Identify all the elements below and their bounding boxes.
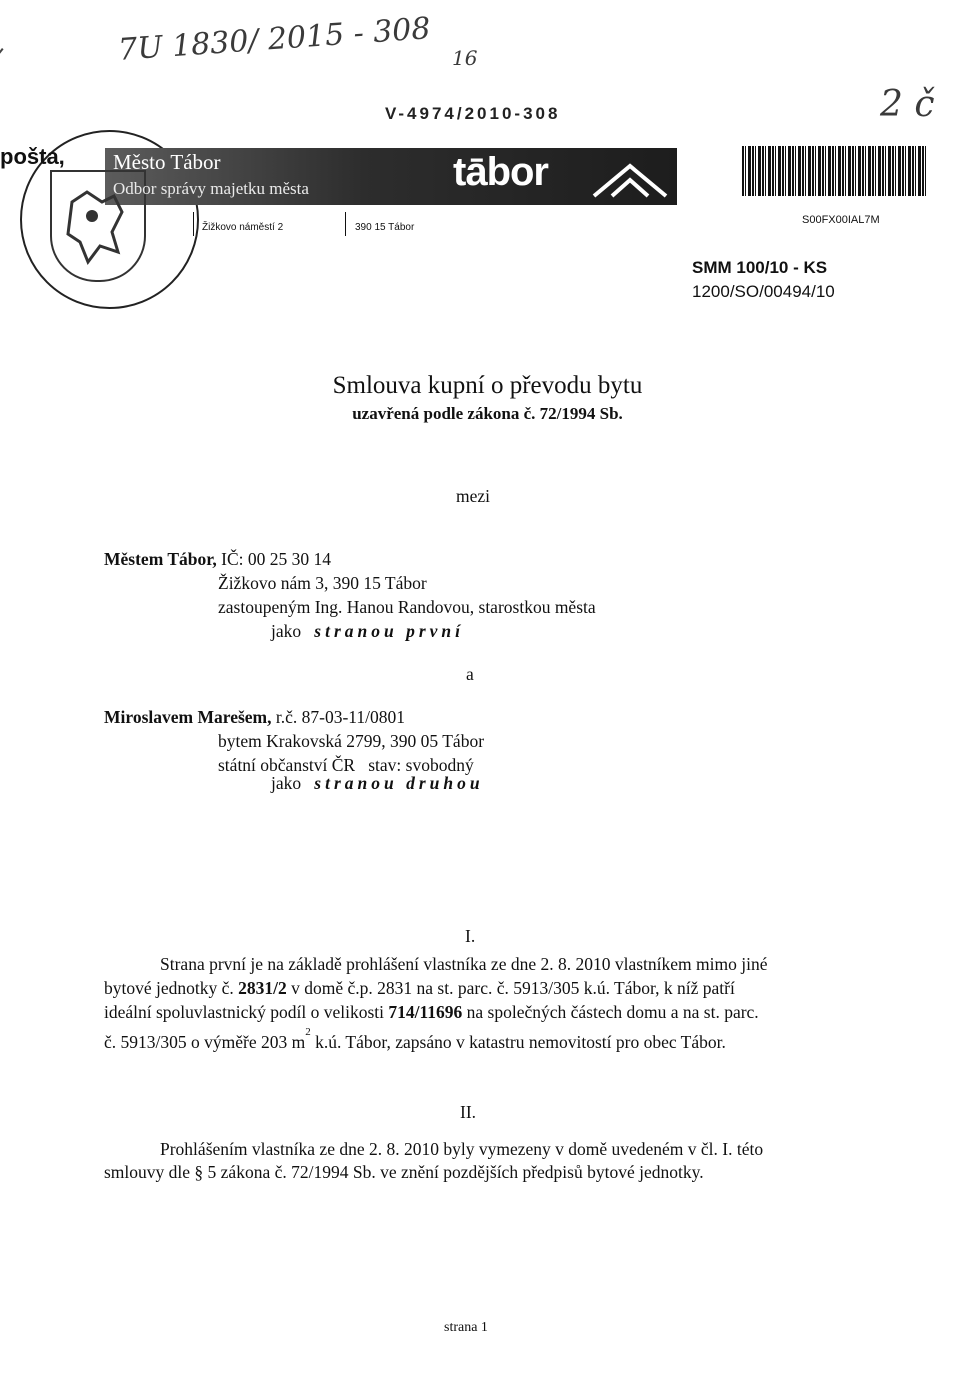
tabor-logo-icon <box>590 160 670 205</box>
party-one-role-line <box>271 619 464 643</box>
reference-line-2: 1200/SO/00494/10 <box>692 282 835 301</box>
section-two-heading: II. <box>460 1102 477 1122</box>
section-one-line-4 <box>104 1026 726 1054</box>
stamp-reference: V-4974/2010-308 <box>385 104 561 123</box>
barcode-code: S00FX00IAL7M <box>802 214 880 226</box>
section-one-line-2 <box>104 976 735 1000</box>
barcode <box>742 146 928 196</box>
contract-subtitle-text: uzavřená podle zákona č. 72/1994 Sb. <box>352 404 623 423</box>
section-two-line-2: smlouvy dle § 5 zákona č. 72/1994 Sb. ve znění pozdějších předpisů bytové jednotky. <box>104 1162 704 1182</box>
area-unit-superscript: 2 <box>305 1026 311 1038</box>
party-two-name: Miroslavem Marešem, <box>104 707 272 727</box>
party-one-role: stranou první <box>314 621 465 641</box>
address-divider <box>345 212 346 236</box>
ownership-share: 714/11696 <box>388 1002 463 1022</box>
pen-stroke <box>0 48 4 95</box>
section-one-line-1: Strana první je na základě prohlášení vlastníka ze dne 2. 8. 2010 vlastníkem mimo jiné <box>160 954 768 974</box>
address-street: Žižkovo náměstí 2 <box>202 222 284 233</box>
section-two-line-1: Prohlášením vlastníka ze dne 2. 8. 2010 byly vymezeny v domě uvedeném v čl. I. této <box>160 1139 764 1159</box>
between-word: mezi <box>456 486 491 506</box>
contract-title <box>0 372 960 400</box>
party-one-ic: IČ: 00 25 30 14 <box>216 549 332 569</box>
section-one-text: k.ú. Tábor, zapsáno v katastru nemovitostí pro obec Tábor. <box>310 1031 726 1052</box>
party-two-citizenship: státní občanství ČR <box>218 755 356 775</box>
handwritten-corner-mark: 2 č <box>880 84 935 125</box>
unit-number: 2831/2 <box>238 978 287 998</box>
address-divider <box>193 212 194 236</box>
party-two-role-line <box>271 771 484 795</box>
party-two-status: stav: svobodný <box>368 755 474 775</box>
contract-subtitle <box>0 404 960 424</box>
reference-line-1: SMM 100/10 - KS <box>692 258 828 277</box>
and-word: a <box>466 664 474 684</box>
party-one-address: Žižkovo nám 3, 390 15 Tábor <box>218 573 427 593</box>
party-two-birth-number: r.č. 87-03-11/0801 <box>271 707 405 727</box>
page-number: strana 1 <box>444 1320 488 1335</box>
section-one-text: v domě č.p. 2831 na st. parc. č. 5913/305 k.ú. Tábor, k níž patří <box>286 978 735 998</box>
section-one-text: na společných částech domu a na st. parc. <box>462 1002 759 1022</box>
section-one-heading: I. <box>465 926 476 946</box>
tabor-logo-wordmark: tābor <box>453 150 548 194</box>
party-one-line <box>104 547 331 571</box>
section-one-line-3 <box>104 1000 759 1024</box>
address-city: 390 15 Tábor <box>355 222 415 233</box>
party-one-name: Městem Tábor, <box>104 549 217 569</box>
handwritten-mark-16: 16 <box>452 46 478 70</box>
section-one-text: ideální spoluvlastnický podíl o velikosti <box>104 1002 389 1022</box>
section-one-text: č. 5913/305 o výměře 203 m <box>104 1031 306 1052</box>
party-one-represented: zastoupeným Ing. Hanou Randovou, starostkou města <box>218 597 596 617</box>
party-one-role-prefix: jako <box>271 621 302 641</box>
contract-title-text: Smlouva kupní o převodu bytu <box>332 372 643 399</box>
post-stamp-text: pošta, <box>0 144 65 169</box>
party-two-role: stranou druhou <box>314 773 484 793</box>
department-name: Odbor správy majetku města <box>113 179 309 198</box>
party-two-role-prefix: jako <box>271 773 302 793</box>
institution-name: Město Tábor <box>113 150 221 174</box>
section-one-text: bytové jednotky č. <box>104 978 239 998</box>
party-two-line <box>104 705 405 729</box>
party-two-address: bytem Krakovská 2799, 390 05 Tábor <box>218 731 485 751</box>
handwritten-file-note: 7U 1830/ 2015 - 308 <box>117 11 432 68</box>
